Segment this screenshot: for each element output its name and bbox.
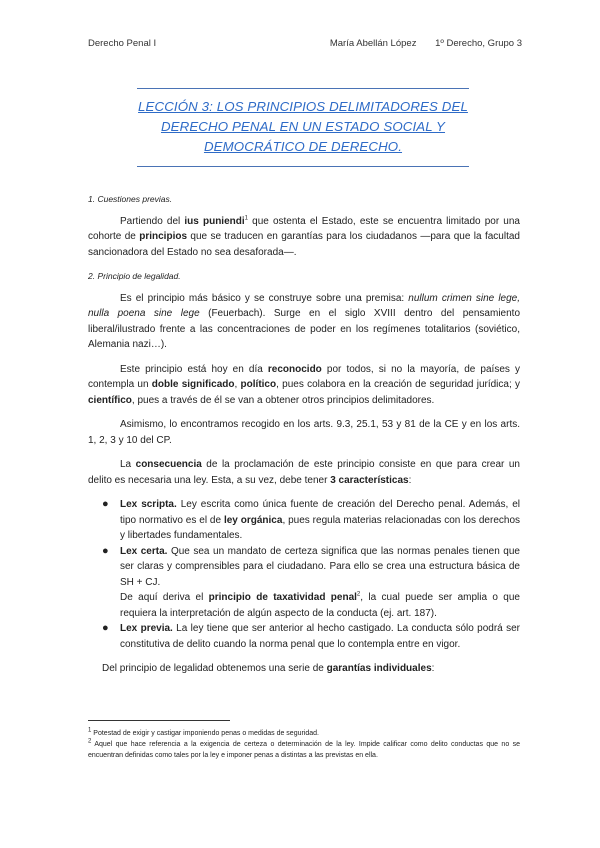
footnote-number: 1 bbox=[88, 727, 92, 734]
text-run: Del principio de legalidad obtenemos una serie de bbox=[102, 663, 327, 674]
text-run: Es el principio más básico y se construye sobre una premisa: bbox=[120, 292, 409, 304]
text-run: La bbox=[120, 459, 136, 470]
text-run: , pues regula materias relacionadas con los derechos y libertades fundamentales. bbox=[120, 514, 521, 541]
footnotes bbox=[88, 728, 520, 761]
footnote-ref-2[interactable]: 2 bbox=[356, 591, 361, 598]
text-run: que ostenta el Estado, este se encuentra limitado por una cohorte de bbox=[88, 215, 520, 242]
footnote-text: Potestad de exigir y castigar imponiendo penas o medidas de seguridad. bbox=[91, 730, 319, 737]
text-run: Partiendo del bbox=[120, 215, 185, 227]
title-bottom-rule bbox=[137, 166, 469, 167]
section-2-paragraph-1 bbox=[88, 291, 520, 353]
term-ius-puniendi: ius puniendi bbox=[184, 215, 245, 227]
text-run: que se traducen en garantías para los ciudadanos —para que la facultad sancionadora del Estado no sea desaforada—. bbox=[88, 231, 520, 258]
term-politico: político bbox=[240, 379, 277, 390]
section-2-paragraph-3: Asimismo, lo encontramos recogido en los arts. 9.3, 25.1, 53 y 81 de la CE y en los arts. 1, 2, 3 y 10 del CP. bbox=[88, 419, 520, 446]
footnote-text: Aquel que hace referencia a la exigencia de certeza o determinación de la ley. Impide calificar como delito conductas que no se encuentran definidas como tales por la ley e imponer penas a distintas a las previstas en ella. bbox=[88, 741, 520, 759]
section-2-closing bbox=[88, 661, 520, 677]
term-reconocido: reconocido bbox=[267, 363, 322, 375]
text-run: , pues a través de él se van a obtener otros principios delimitadores. bbox=[131, 394, 435, 406]
term-lex-previa: Lex previa. bbox=[120, 623, 173, 634]
bullet-icon: ● bbox=[102, 498, 109, 510]
footnote-1 bbox=[88, 728, 520, 739]
lesson-title bbox=[137, 89, 469, 166]
section-2-heading: 2. Principio de legalidad. bbox=[88, 271, 181, 281]
footnote-separator bbox=[88, 720, 230, 721]
text-run: Que sea un mandato de certeza significa que las normas penales tienen que ser claras y comprensibles para el ciudadano. Para ello se crea una estructura básica de SH + CJ. bbox=[120, 545, 520, 588]
title-block bbox=[137, 88, 469, 167]
section-1-heading: 1. Cuestiones previas. bbox=[88, 194, 173, 204]
section-1-paragraph bbox=[88, 214, 520, 261]
list-item-lex-certa bbox=[88, 544, 520, 622]
characteristics-list bbox=[88, 497, 520, 652]
header-subject: Derecho Penal I bbox=[88, 38, 157, 49]
term-principio-taxatividad: principio de taxatividad penal bbox=[208, 592, 357, 603]
header-right bbox=[314, 38, 522, 49]
text-run: La ley tiene que ser anterior al hecho castigado. La conducta sólo podrá ser constitutiva de delito cuando la norma penal que lo contempla entre en vigor. bbox=[120, 623, 520, 650]
header-author: María Abellán López bbox=[329, 38, 417, 49]
text-run: , bbox=[234, 379, 241, 390]
list-item-lex-scripta bbox=[88, 497, 520, 544]
header-course: 1º Derecho, Grupo 3 bbox=[435, 38, 522, 49]
term-3-caracteristicas: 3 características bbox=[330, 474, 409, 486]
footnote-number: 2 bbox=[88, 738, 92, 745]
term-principios: principios bbox=[139, 231, 188, 242]
text-run: por todos, si no la mayoría, de países y contempla un bbox=[88, 363, 520, 390]
latin-maxim: nullum crimen sine lege, nulla poena sine lege bbox=[88, 292, 520, 319]
term-cientifico: científico bbox=[88, 394, 132, 406]
list-item-lex-previa bbox=[88, 621, 520, 652]
text-run: De aquí deriva el bbox=[120, 592, 209, 603]
term-lex-scripta: Lex scripta. bbox=[120, 499, 177, 510]
title-line-1: LECCIÓN 3: LOS PRINCIPIOS DELIMITADORES DEL bbox=[138, 99, 468, 114]
text-run: Ley escrita como única fuente de creación del Derecho penal. Además, el tipo normativo es el de bbox=[120, 499, 520, 526]
bullet-icon: ● bbox=[102, 544, 109, 557]
term-ley-organica: ley orgánica bbox=[223, 514, 283, 526]
document-body bbox=[88, 192, 520, 686]
text-run: de la proclamación de este principio consiste en que para crear un delito es necesaria una ley. Esta, a su vez, debe tener bbox=[88, 459, 520, 486]
section-2-paragraph-4 bbox=[88, 457, 520, 488]
bullet-icon: ● bbox=[102, 622, 109, 634]
text-run: , la cual puede ser amplia o que requiera la interpretación de algún aspecto de la conducta (ej. art. 187). bbox=[120, 592, 520, 619]
text-run: : bbox=[408, 474, 412, 486]
term-garantias-individuales: garantías individuales bbox=[326, 663, 432, 674]
section-2-paragraph-2 bbox=[88, 362, 520, 409]
term-lex-certa: Lex certa. bbox=[120, 545, 168, 557]
term-consecuencia: consecuencia bbox=[135, 459, 202, 470]
footnote-ref-1[interactable]: 1 bbox=[244, 215, 248, 222]
title-line-3: DEMOCRÁTICO DE DERECHO. bbox=[203, 139, 403, 154]
page-header bbox=[88, 38, 522, 52]
footnote-2 bbox=[88, 739, 520, 761]
text-run: : bbox=[431, 663, 435, 674]
text-run: Este principio está hoy en día bbox=[120, 363, 268, 375]
term-doble-significado: doble significado bbox=[151, 379, 235, 390]
text-run: , pues colabora en la creación de seguridad jurídica; y bbox=[276, 379, 521, 390]
text-run: (Feuerbach). Surge en el siglo XVIII dentro del pensamiento liberal/ilustrado frente a las concentraciones de poder en los regímenes totalitarios (soviético, Alemania nazi…). bbox=[88, 308, 521, 350]
title-line-2: DERECHO PENAL EN UN ESTADO SOCIAL Y bbox=[160, 119, 446, 134]
